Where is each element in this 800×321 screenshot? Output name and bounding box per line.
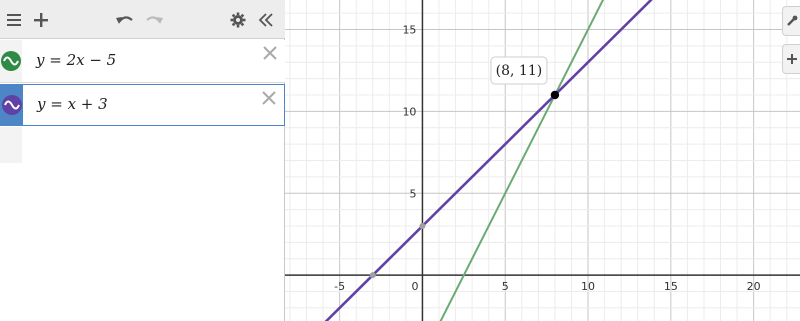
undo-icon[interactable]	[112, 0, 138, 39]
intersection-point	[551, 91, 559, 99]
redo-icon[interactable]	[141, 0, 167, 39]
double-chevron-left-icon[interactable]	[254, 0, 278, 39]
x-tick-label: 20	[746, 280, 761, 294]
plus-zoom-icon[interactable]	[782, 44, 800, 74]
close-icon[interactable]	[261, 44, 279, 62]
x-tick-label: 0	[411, 280, 419, 294]
expression-row-2[interactable]	[0, 84, 285, 126]
graph-wave-icon[interactable]	[2, 95, 22, 115]
expression-tab[interactable]	[1, 85, 23, 125]
graph-wave-icon[interactable]	[1, 51, 21, 71]
x-tick-label: 10	[581, 280, 596, 294]
expression-panel	[0, 0, 285, 321]
graph-svg[interactable]	[285, 0, 800, 321]
y-tick-label: 15	[402, 23, 417, 37]
y-tick-label: 10	[402, 105, 417, 119]
expression-text[interactable]: y = x + 3	[37, 95, 108, 113]
expression-toolbar	[0, 0, 285, 39]
expression-text[interactable]: y = 2x − 5	[36, 51, 117, 69]
gear-icon[interactable]	[226, 0, 250, 39]
x-tick-label: 15	[663, 280, 678, 294]
y-tick-label: 5	[409, 187, 417, 201]
expression-tab[interactable]	[0, 40, 22, 82]
y-intercept-point	[419, 223, 425, 229]
graph-canvas[interactable]	[285, 0, 800, 321]
intersection-label: (8, 11)	[495, 62, 543, 79]
plus-icon[interactable]	[29, 0, 53, 39]
hamburger-icon[interactable]	[2, 0, 26, 39]
close-icon[interactable]	[260, 89, 278, 107]
x-tick-label: -5	[334, 280, 346, 294]
wrench-icon[interactable]	[782, 6, 800, 36]
x-intercept-point	[370, 272, 376, 278]
expression-row-1[interactable]	[0, 40, 285, 83]
empty-expression-tab[interactable]	[0, 127, 22, 163]
x-tick-label: 5	[501, 280, 509, 294]
